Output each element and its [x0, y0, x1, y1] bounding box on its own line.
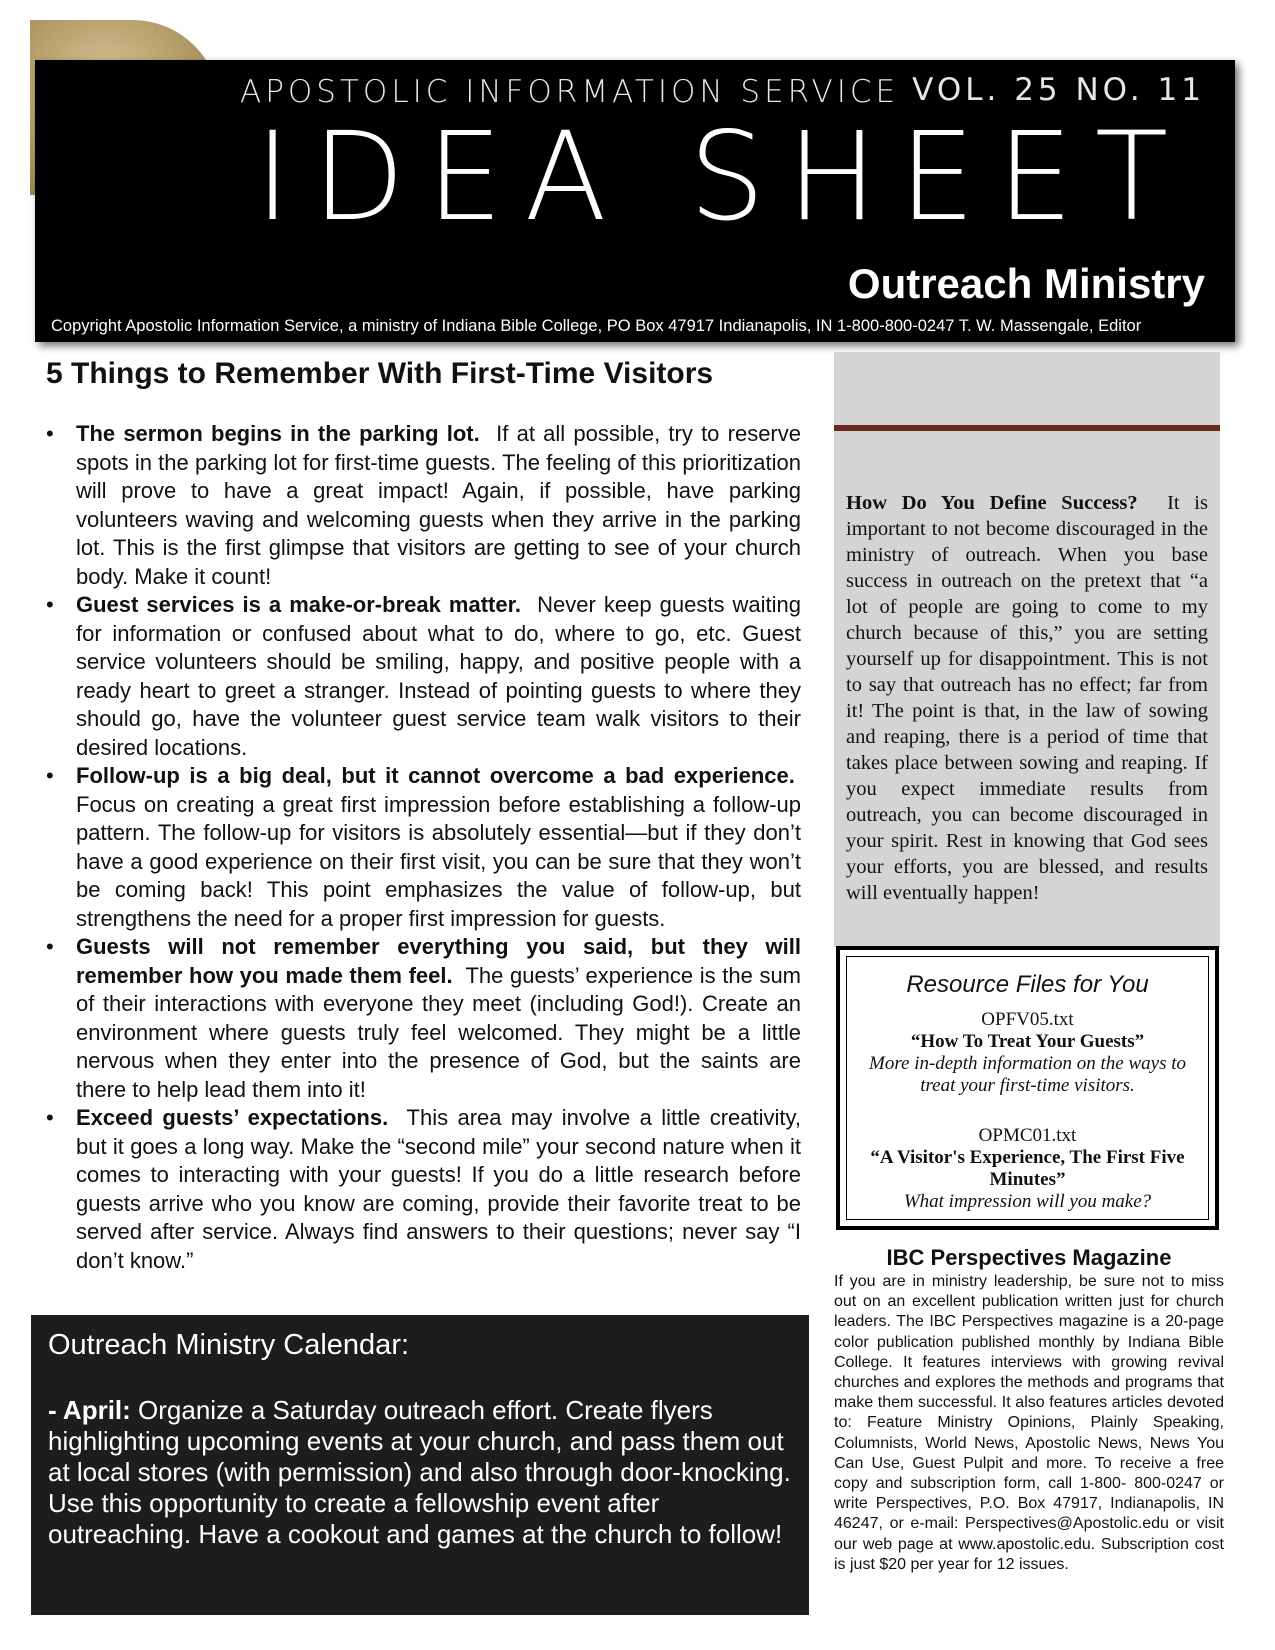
bullet-lead: Follow-up is a big deal, but it cannot overcome a bad experience. [76, 763, 795, 788]
resource-filename: OPMC01.txt [978, 1125, 1077, 1146]
bullet-lead: Exceed guests’ expectations. [76, 1105, 389, 1130]
sidebar-lead: How Do You Define Success? [846, 492, 1138, 514]
calendar-month: - April: [48, 1395, 131, 1425]
bullet-text: The guests’ experience is the sum of their interactions with everyone they meet (including God!). Create an environment where guests truly feel welcomed. They might be a little nervous when they enter into the presence of God, but the saints are there to help lead them into it! [76, 962, 802, 1102]
perspectives-title: IBC Perspectives Magazine [886, 1245, 1172, 1270]
resource-file-description: What impression will you make? [903, 1191, 1152, 1212]
calendar-entry [48, 1395, 793, 1550]
bullet-lead: Guests will not remember everything you said, but they will remember how you made them feel. [76, 934, 801, 988]
resource-title: Resource Files for You [906, 971, 1149, 998]
copyright-line: Copyright Apostolic Information Service, a ministry of Indiana Bible College, PO Box 47917 Indianapolis, IN 1-800-800-0247 T. W. Massengale, Editor [51, 317, 1142, 335]
resource-file-title: “How To Treat Your Guests” [910, 1031, 1145, 1052]
series-name: APOSTOLIC INFORMATION SERVICE [240, 74, 900, 110]
issue-topic: Outreach Ministry [847, 260, 1205, 307]
perspectives-text: If you are in ministry leadership, be sure not to miss out on an excellent publication written just for church leaders. The IBC Perspectives magazine is a 20-page color publication published monthly by Indiana Bible College. It features interviews with growing revival churches and explores the methods and programs that make them successful. It also features articles devoted to: Feature Ministry Opinions, Plainly Speaking, Columnists, World News, Apostolic News, News You Can Use, Guest Pulpit and more. To receive a free copy and subscription form, call 1-800- 800-0247 or write Perspectives, P.O. Box 47917, Indianapolis, IN 46247, or e-mail: Perspectives@Apostolic.edu or visit our web page at www.apostolic.edu. Subscription cost is just $20 per year for 12 issues. [834, 1273, 1224, 1573]
resource-file [847, 1009, 1208, 1097]
masthead [35, 60, 1235, 342]
bullet-lead: Guest services is a make-or-break matter. [76, 592, 522, 617]
sidebar-body: It is important to not become discouraged in the ministry of outreach. When you base success in outreach on the pretext that “a lot of people are going to come to my church because of this,” you are setting yourself up for disappointment. This is not to say that outreach has no effect; far from it! The point is that, in the law of sowing and reaping, there is a period of time that takes place between sowing and reaping. If you expect immediate results from outreach, you can become discouraged in your spirit. Rest in knowing that God sees your efforts, you are blessed, and results will eventually happen! [846, 492, 1208, 904]
bullet-lead: The sermon begins in the parking lot. [76, 421, 480, 446]
calendar-text: Organize a Saturday outreach effort. Create flyers highlighting upcoming events at your church, and pass them out at local stores (with permission) and also through door-knocking. Use this opportunity to create a fellowship event after outreaching. Have a cookout and games at the church to follow! [48, 1395, 791, 1549]
resource-file-title: “A Visitor's Experience, The First Five Minutes” [870, 1147, 1185, 1190]
bullet-text: This area may involve a little creativity, but it goes a long way. Make the “second mile” your second nature when it comes to interacting with your guests! If you do a little research before guests arrive who you know are coming, provide their favorite treat to be served after service. Always find answers to their questions; never say “I don’t know.” [76, 1105, 802, 1273]
list-item [46, 591, 801, 762]
sidebar-divider [834, 425, 1220, 431]
calendar-title: Outreach Ministry Calendar: [48, 1329, 410, 1361]
bullet-text: Focus on creating a great first impression before establishing a follow-up pattern. The follow-up for visitors is absolutely essential—but if they don’t have a good experience on their first visit, you can be sure that they won’t be coming back! This point emphasizes the value of follow-up, but strengthens the need for a proper first impression for guests. [76, 791, 801, 931]
list-item [46, 762, 801, 933]
resource-inner-frame [846, 956, 1209, 1220]
list-item [46, 933, 801, 1104]
sidebar-article [846, 490, 1208, 906]
resource-file [847, 1125, 1208, 1213]
volume-number: VOL. 25 NO. 11 [912, 72, 1205, 108]
resource-filename: OPFV05.txt [981, 1009, 1074, 1030]
bullet-text: If at all possible, try to reserve spots in the parking lot for first-time guests. The feeling of this prioritization will prove to have a great impact! Again, if possible, have parking volunteers waving and welcoming guests when they arrive in the parking lot. This is the first glimpse that visitors are getting to see of your church body. Make it count! [76, 421, 801, 589]
article-title: 5 Things to Remember With First-Time Visitors [46, 357, 714, 390]
calendar-box [31, 1315, 809, 1615]
masthead-title: IDEA SHEET [255, 106, 1191, 249]
resource-file-description: More in-depth information on the ways to treat your first-time visitors. [869, 1053, 1186, 1096]
resource-box [836, 946, 1219, 1230]
list-item [46, 420, 801, 591]
list-item [46, 1104, 801, 1275]
article-bullets [46, 420, 801, 1275]
bullet-text: Never keep guests waiting for information or confused about what to do, where to go, etc. Guest service volunteers should be smiling, happy, and positive people with a ready heart to greet a stranger. Instead of pointing guests to where they should go, have the volunteer guest service team walk visitors to their desired locations. [76, 592, 801, 760]
